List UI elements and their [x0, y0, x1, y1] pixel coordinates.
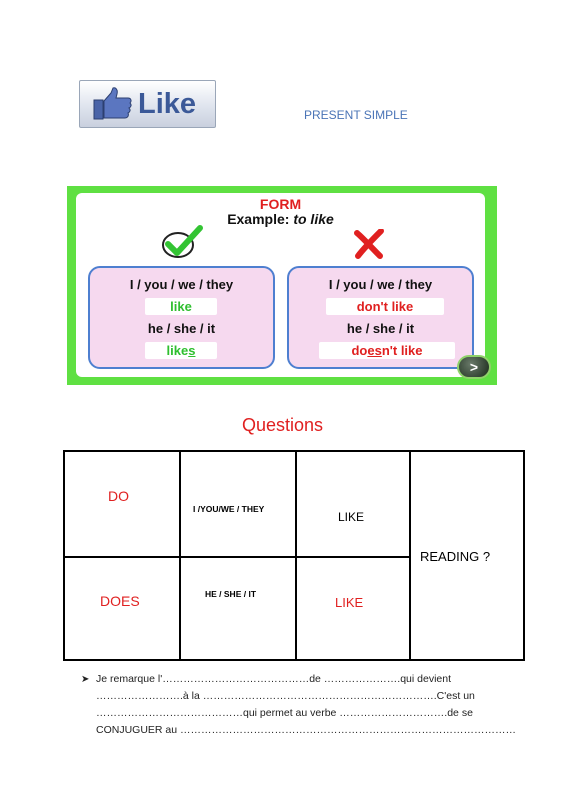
negative-singular-verb-start: do — [351, 343, 368, 358]
notes-line: Je remarque l'……………………………………de ………………….qui devient — [96, 673, 452, 685]
negative-card — [287, 266, 474, 369]
form-example-verb: to like — [293, 211, 334, 227]
negative-singular-verb-mark: es — [367, 343, 382, 358]
page-title: PRESENT SIMPLE — [304, 108, 408, 122]
arrow-bullet-icon: ➤ — [81, 674, 90, 685]
affirmative-singular-verb — [145, 342, 217, 359]
form-panel-inner — [76, 193, 485, 377]
form-example — [76, 211, 485, 227]
aux-does: DOES — [100, 593, 140, 609]
affirmative-card — [88, 266, 275, 369]
aux-do: DO — [108, 488, 129, 504]
negative-plural-verb: don't like — [326, 298, 444, 315]
verb-like-2: LIKE — [335, 595, 364, 610]
affirmative-singular-verb-ending: s — [188, 343, 196, 358]
affirmative-plural-verb: like — [145, 298, 217, 315]
negative-plural-subjects: I / you / we / they — [328, 277, 433, 292]
negative-singular-verb — [319, 342, 455, 359]
cross-icon — [353, 229, 385, 259]
form-example-prefix: Example: — [227, 211, 294, 227]
notes-line: CONJUGUER au …………………………………………………………………………………… — [96, 724, 517, 736]
notes-line: ……………………………………qui permet au verbe ………………………….de se — [96, 707, 473, 719]
questions-table — [63, 450, 525, 661]
notes-line: …………………….à la ………………………………………………………….C'est un — [96, 690, 475, 702]
like-logo — [79, 80, 216, 128]
subject-singular: HE / SHE / IT — [205, 589, 257, 599]
notes — [81, 671, 544, 739]
affirmative-plural-subjects: I / you / we / they — [129, 277, 234, 292]
verb-like-1: LIKE — [338, 510, 365, 524]
like-logo-text: Like — [138, 88, 197, 120]
chevron-right-icon[interactable]: > — [457, 355, 491, 379]
check-icon — [160, 225, 204, 259]
affirmative-singular-verb-stem: like — [166, 343, 189, 358]
subject-plural: I /YOU/WE / THEY — [193, 504, 265, 514]
form-panel — [67, 186, 497, 385]
negative-singular-verb-end: n't like — [381, 343, 423, 358]
object-reading: READING ? — [420, 549, 491, 564]
negative-singular-subjects: he / she / it — [346, 321, 415, 336]
affirmative-singular-subjects: he / she / it — [147, 321, 216, 336]
thumbs-up-icon — [92, 87, 134, 121]
questions-title: Questions — [241, 415, 324, 435]
table-divider — [65, 556, 411, 558]
form-heading: FORM — [259, 196, 302, 212]
